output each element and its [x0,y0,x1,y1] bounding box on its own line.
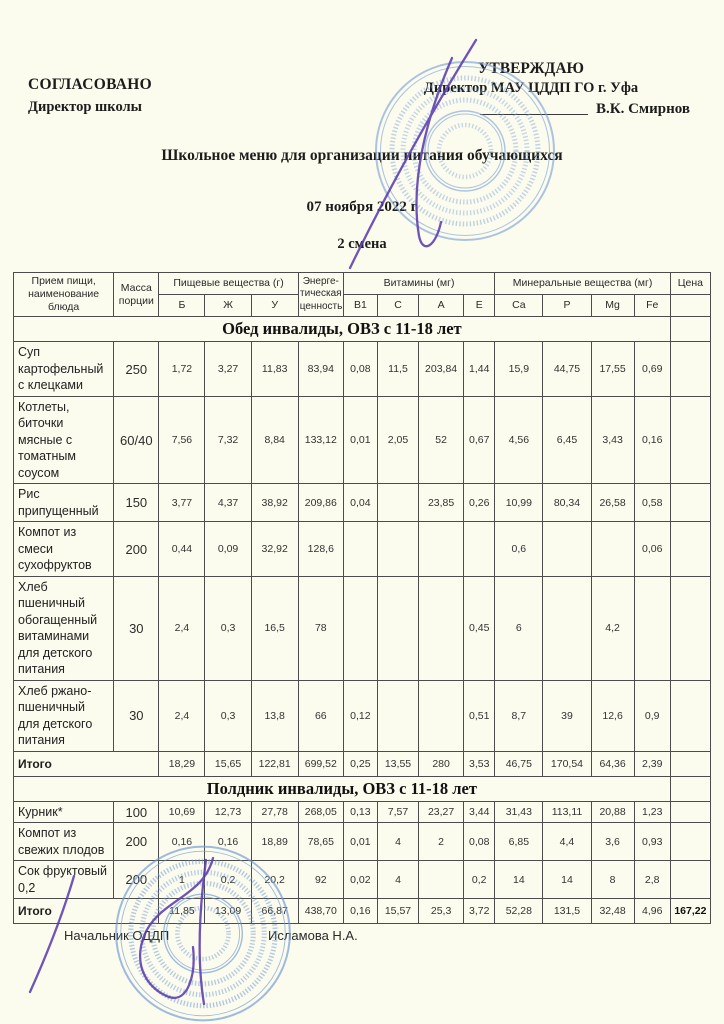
table-row [14,861,711,899]
value-cell: 10,99 [495,484,543,522]
mass-cell: 60/40 [114,396,159,484]
value-cell: 3,27 [205,342,251,397]
total-price-cell [670,751,710,776]
mass-cell: 150 [114,484,159,522]
dish-name-cell: Хлеб ржано-пшеничный для детского питания [14,680,114,751]
table-row [14,396,711,484]
total-value-cell: 32,48 [591,899,634,924]
value-cell: 7,57 [377,801,418,823]
total-value-cell: 0,16 [343,899,377,924]
total-value-cell: 13,55 [377,751,418,776]
value-cell: 12,73 [205,801,251,823]
approved-left-subtitle: Директор школы [28,99,142,115]
value-cell: 4,56 [495,396,543,484]
col-header-Ж: Ж [205,295,251,317]
col-header-Mg: Mg [591,295,634,317]
value-cell: 0,04 [343,484,377,522]
value-cell: 11,5 [377,342,418,397]
total-value-cell: 170,54 [543,751,591,776]
dish-name-cell: Суп картофельный с клецками [14,342,114,397]
value-cell [670,522,710,577]
value-cell: 0,16 [205,823,251,861]
value-cell: 0,3 [205,576,251,680]
value-cell [670,801,710,823]
section-title: Полдник инвалиды, ОВЗ с 11-18 лет [14,776,671,801]
value-cell: 39 [543,680,591,751]
signature-line [480,114,588,115]
value-cell [377,522,418,577]
table-row [14,801,711,823]
value-cell: 0,13 [343,801,377,823]
col-header-Fe: Fe [634,295,670,317]
value-cell: 6,85 [495,823,543,861]
total-value-cell: 64,36 [591,751,634,776]
mass-cell: 30 [114,680,159,751]
col-header-dish: Прием пищи, наименование блюда [14,273,114,317]
value-cell: 0,93 [634,823,670,861]
footer-signatory-role: Начальник ОДДП [64,928,170,943]
value-cell: 0,12 [343,680,377,751]
value-cell: 23,85 [419,484,464,522]
dish-name-cell: Курник* [14,801,114,823]
value-cell: 133,12 [298,396,343,484]
approved-right-name: В.К. Смирнов [595,101,690,117]
col-header-P: P [543,295,591,317]
mass-cell: 200 [114,522,159,577]
value-cell [419,680,464,751]
total-label: Итого [14,751,159,776]
value-cell: 0,26 [464,484,495,522]
value-cell: 4 [377,861,418,899]
total-value-cell: 0,25 [343,751,377,776]
value-cell [543,576,591,680]
value-cell: 0,01 [343,396,377,484]
col-group-minerals: Минеральные вещества (мг) [495,273,671,295]
col-header-E: E [464,295,495,317]
value-cell: 0,08 [343,342,377,397]
col-header-A: A [419,295,464,317]
value-cell: 32,92 [251,522,298,577]
value-cell [419,576,464,680]
dish-name-cell: Хлеб пшеничный обогащенный витаминами для детского питания [14,576,114,680]
total-value-cell: 3,72 [464,899,495,924]
value-cell [464,522,495,577]
value-cell: 20,88 [591,801,634,823]
value-cell [343,522,377,577]
value-cell [419,522,464,577]
value-cell: 0,67 [464,396,495,484]
value-cell: 6,45 [543,396,591,484]
value-cell [419,861,464,899]
value-cell [670,823,710,861]
approved-right-block [372,60,690,118]
total-value-cell: 66,87 [251,899,298,924]
value-cell [377,680,418,751]
table-row [14,522,711,577]
value-cell: 4,37 [205,484,251,522]
value-cell: 23,27 [419,801,464,823]
menu-table [13,272,711,924]
value-cell: 0,16 [159,823,205,861]
value-cell [670,342,710,397]
value-cell: 1,72 [159,342,205,397]
value-cell: 20,2 [251,861,298,899]
value-cell: 8,84 [251,396,298,484]
approved-left-block [28,76,152,116]
value-cell: 16,5 [251,576,298,680]
table-row [14,484,711,522]
total-value-cell: 13,09 [205,899,251,924]
total-row [14,751,711,776]
col-header-mass: Масса порции [114,273,159,317]
dish-name-cell: Рис припущенный [14,484,114,522]
approved-right-title: УТВЕРЖДАЮ [478,60,584,77]
value-cell: 6 [495,576,543,680]
value-cell [670,680,710,751]
value-cell [343,576,377,680]
table-row [14,823,711,861]
value-cell: 8 [591,861,634,899]
value-cell: 0,2 [205,861,251,899]
value-cell: 26,58 [591,484,634,522]
col-header-C: C [377,295,418,317]
value-cell: 0,3 [205,680,251,751]
mass-cell: 100 [114,801,159,823]
col-header-Ca: Ca [495,295,543,317]
value-cell: 0,02 [343,861,377,899]
document-title: Школьное меню для организации питания обучающихся [161,147,563,164]
value-cell: 78,65 [298,823,343,861]
col-header-price: Цена [670,273,710,295]
approved-right-org: Директор МАУ ЦДДП ГО г. Уфа [423,80,639,96]
value-cell [670,576,710,680]
footer-signatory-name: Исламова Н.А. [268,928,358,943]
mass-cell: 200 [114,823,159,861]
value-cell: 2 [419,823,464,861]
section-title-row [14,317,711,342]
col-header-B1: B1 [343,295,377,317]
total-value-cell: 15,57 [377,899,418,924]
total-value-cell: 280 [419,751,464,776]
value-cell: 12,6 [591,680,634,751]
total-label: Итого [14,899,159,924]
table-body [14,317,711,924]
total-value-cell: 438,70 [298,899,343,924]
price-spacer [670,295,710,317]
value-cell [670,861,710,899]
table-row [14,680,711,751]
value-cell: 2,4 [159,576,205,680]
dish-name-cell: Компот из смеси сухофруктов [14,522,114,577]
total-value-cell: 11,85 [159,899,205,924]
value-cell: 113,11 [543,801,591,823]
col-group-vitamins: Витамины (мг) [343,273,494,295]
col-header-energy: Энерге-тическая ценность [298,273,343,317]
dish-name-cell: Котлеты, биточки мясные с томатным соусом [14,396,114,484]
value-cell: 209,86 [298,484,343,522]
value-cell [591,522,634,577]
value-cell: 14 [543,861,591,899]
value-cell: 83,94 [298,342,343,397]
value-cell: 31,43 [495,801,543,823]
value-cell: 0,09 [205,522,251,577]
price-col-gap [670,776,710,801]
value-cell: 38,92 [251,484,298,522]
document-date: 07 ноября 2022 г [306,199,418,215]
value-cell: 0,51 [464,680,495,751]
value-cell: 0,2 [464,861,495,899]
value-cell: 13,8 [251,680,298,751]
value-cell: 3,44 [464,801,495,823]
mass-cell: 200 [114,861,159,899]
value-cell [377,576,418,680]
total-value-cell: 122,81 [251,751,298,776]
total-value-cell: 4,96 [634,899,670,924]
section-title: Обед инвалиды, ОВЗ с 11-18 лет [14,317,671,342]
table-row [14,342,711,397]
value-cell: 0,16 [634,396,670,484]
value-cell: 14 [495,861,543,899]
value-cell: 18,89 [251,823,298,861]
value-cell: 3,77 [159,484,205,522]
total-value-cell: 46,75 [495,751,543,776]
value-cell: 2,8 [634,861,670,899]
value-cell: 44,75 [543,342,591,397]
value-cell: 78 [298,576,343,680]
value-cell: 0,45 [464,576,495,680]
value-cell: 1,44 [464,342,495,397]
table-row [14,576,711,680]
value-cell [543,522,591,577]
section-title-row [14,776,711,801]
value-cell: 8,7 [495,680,543,751]
value-cell: 0,69 [634,342,670,397]
value-cell: 0,01 [343,823,377,861]
value-cell: 66 [298,680,343,751]
total-value-cell: 3,53 [464,751,495,776]
value-cell: 7,32 [205,396,251,484]
mass-cell: 250 [114,342,159,397]
value-cell: 1,23 [634,801,670,823]
value-cell: 3,43 [591,396,634,484]
value-cell: 2,4 [159,680,205,751]
total-price-cell: 167,22 [670,899,710,924]
value-cell: 0,6 [495,522,543,577]
value-cell [670,396,710,484]
total-value-cell: 18,29 [159,751,205,776]
total-value-cell: 131,5 [543,899,591,924]
value-cell: 3,6 [591,823,634,861]
value-cell: 15,9 [495,342,543,397]
price-col-gap [670,317,710,342]
value-cell: 10,69 [159,801,205,823]
value-cell: 17,55 [591,342,634,397]
mass-cell: 30 [114,576,159,680]
value-cell: 0,08 [464,823,495,861]
value-cell: 0,9 [634,680,670,751]
value-cell: 4 [377,823,418,861]
value-cell: 4,4 [543,823,591,861]
value-cell [634,576,670,680]
shift-label: 2 смена [337,236,387,252]
dish-name-cell: Компот из свежих плодов [14,823,114,861]
value-cell: 52 [419,396,464,484]
dish-name-cell: Сок фруктовый 0,2 [14,861,114,899]
value-cell: 80,34 [543,484,591,522]
value-cell: 0,58 [634,484,670,522]
total-value-cell: 15,65 [205,751,251,776]
value-cell [377,484,418,522]
value-cell: 0,44 [159,522,205,577]
value-cell [670,484,710,522]
value-cell: 1 [159,861,205,899]
value-cell: 4,2 [591,576,634,680]
approved-left-title: СОГЛАСОВАНО [28,76,152,93]
value-cell: 27,78 [251,801,298,823]
value-cell: 92 [298,861,343,899]
value-cell: 7,56 [159,396,205,484]
value-cell: 128,6 [298,522,343,577]
value-cell: 268,05 [298,801,343,823]
value-cell: 2,05 [377,396,418,484]
value-cell: 0,06 [634,522,670,577]
total-value-cell: 2,39 [634,751,670,776]
total-value-cell: 25,3 [419,899,464,924]
col-group-nutrients: Пищевые вещества (г) [159,273,298,295]
col-header-У: У [251,295,298,317]
col-header-Б: Б [159,295,205,317]
total-row [14,899,711,924]
value-cell: 203,84 [419,342,464,397]
value-cell: 11,83 [251,342,298,397]
total-value-cell: 699,52 [298,751,343,776]
table-header [14,273,711,317]
total-value-cell: 52,28 [495,899,543,924]
